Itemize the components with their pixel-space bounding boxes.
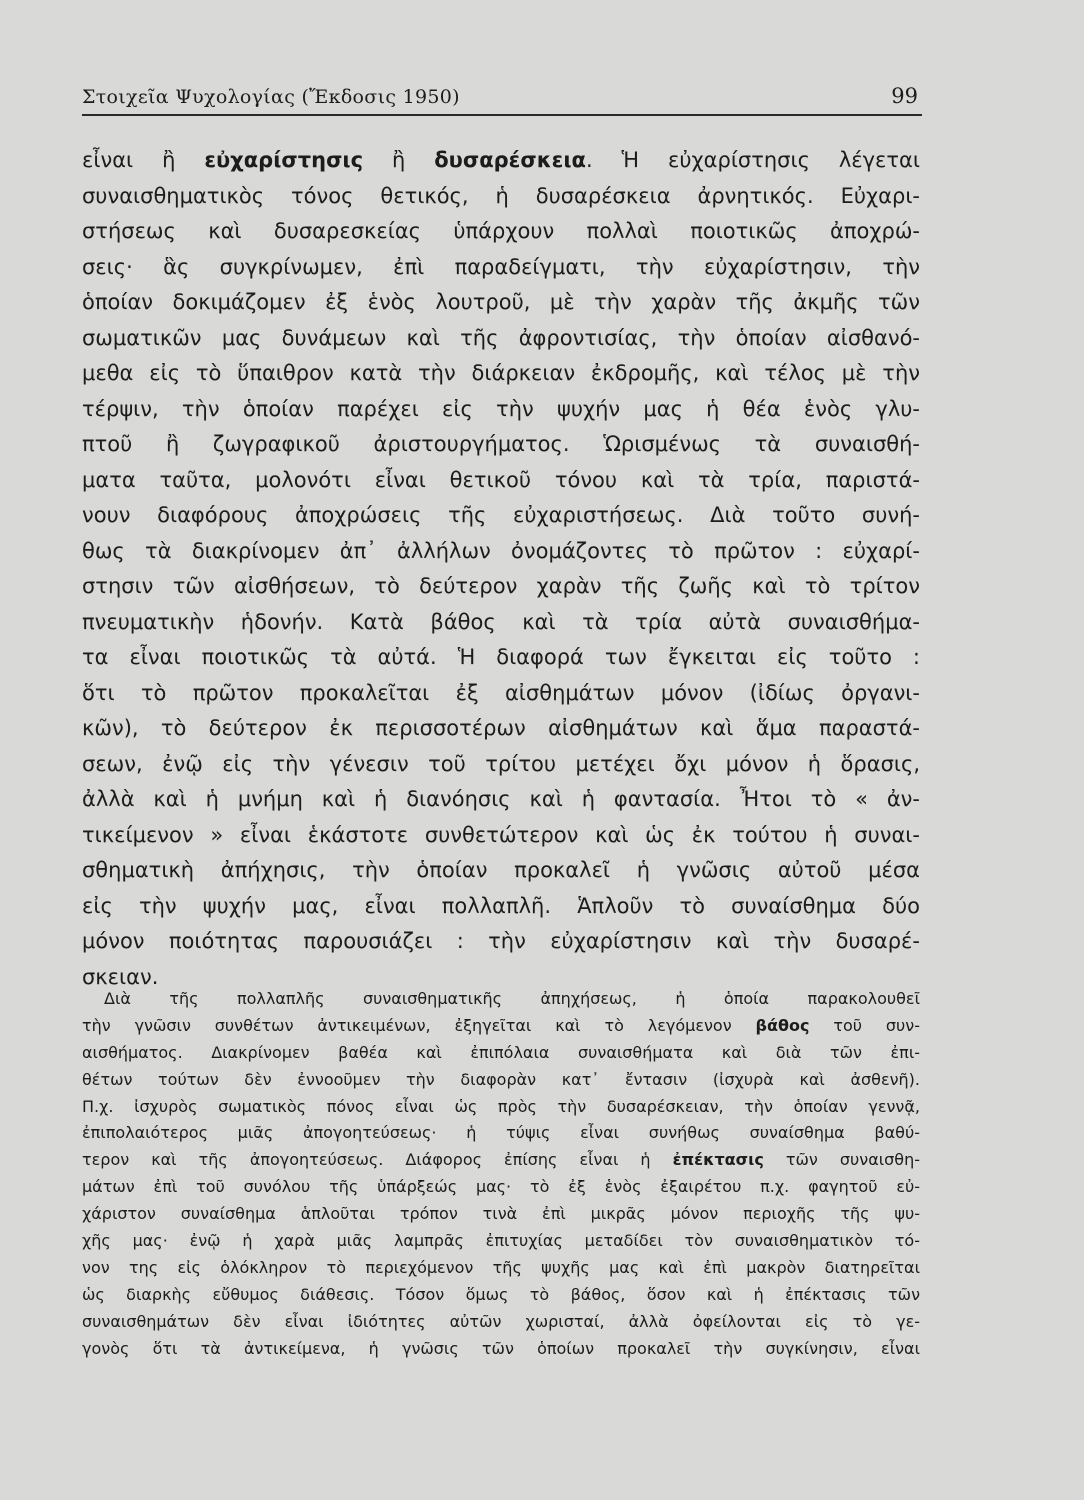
small-print-note [82, 986, 920, 1362]
text-line: ματα ταῦτα, μολονότι εἶναι θετικοῦ τόνου καὶ τὰ τρία, παριστά- [82, 467, 920, 492]
text-line: σθηματικὴ ἀπήχησις, τὴν ὁποίαν προκαλεῖ ἡ γνῶσις αὐτοῦ μέσα [82, 858, 920, 882]
text-line: εἶναι ἢ εὐχαρίστησις ἢ δυσαρέσκεια. Ἡ εὐχαρίστησις λέγεται [82, 148, 920, 172]
note-line: αισθήματος. Διακρίνομεν βαθέα καὶ ἐπιπόλαια συναισθήματα καὶ διὰ τῶν ἐπι- [82, 1042, 920, 1062]
text-line: νουν διαφόρους ἀποχρώσεις τῆς εὐχαριστήσεως. Διὰ τοῦτο συνή- [82, 503, 920, 527]
bold-term: ἐπέκτασις [672, 1150, 764, 1170]
text-line: στησιν τῶν αἰσθήσεων, τὸ δεύτερον χαρὰν τῆς ζωῆς καὶ τὸ τρίτον [82, 574, 920, 598]
bold-term: εὐχαρίστησις [204, 148, 364, 172]
text-line: τικείμενον » εἶναι ἑκάστοτε συνθετώτερον καὶ ὡς ἐκ τούτου ἡ συναι- [82, 822, 920, 847]
text-line: εἰς τὴν ψυχήν μας, εἶναι πολλαπλῆ. Ἁπλοῦν τὸ συναίσθημα δύο [82, 893, 920, 918]
text-line: τέρψιν, τὴν ὁποίαν παρέχει εἰς τὴν ψυχήν μας ἡ θέα ἑνὸς γλυ- [82, 396, 920, 421]
note-line: Διὰ τῆς πολλαπλῆς συναισθηματικῆς ἀπηχήσεως, ἡ ὁποία παρακολουθεῖ [104, 989, 920, 1008]
note-line: Π.χ. ἰσχυρὸς σωματικὸς πόνος εἶναι ὡς πρὸς τὴν δυσαρέσκειαν, τὴν ὁποίαν γεννᾷ, [82, 1096, 920, 1116]
note-line: συναισθημάτων δὲν εἶναι ἰδιότητες αὐτῶν χωρισταί, ἀλλὰ ὀφείλονται εἰς τὸ γε- [82, 1311, 920, 1331]
note-line: ὡς διαρκὴς εὔθυμος διάθεσις. Τόσον ὅμως τὸ βάθος, ὅσον καὶ ἡ ἐπέκτασις τῶν [82, 1284, 920, 1304]
note-line: ἐπιπολαιότερος μιᾶς ἀπογοητεύσεως· ἡ τύψις εἶναι συνήθως συναίσθημα βαθύ- [82, 1123, 920, 1143]
text-line: σεων, ἐνῷ εἰς τὴν γένεσιν τοῦ τρίτου μετέχει ὄχι μόνον ἡ ὅρασις, [82, 751, 920, 776]
text-line: κῶν), τὸ δεύτερον ἐκ περισσοτέρων αἰσθημάτων καὶ ἅμα παραστά- [82, 716, 920, 740]
note-line: γονὸς ὅτι τὰ ἀντικείμενα, ἡ γνῶσις τῶν ὁποίων προκαλεῖ τὴν συγκίνησιν, εἶναι [82, 1338, 920, 1358]
text-line: στήσεως καὶ δυσαρεσκείας ὑπάρχουν πολλαὶ ποιοτικῶς ἀποχρώ- [82, 219, 920, 243]
text-line: ὅτι τὸ πρῶτον προκαλεῖται ἐξ αἰσθημάτων μόνον (ἰδίως ὀργανι- [82, 680, 920, 705]
text-line: σωματικῶν μας δυνάμεων καὶ τῆς ἀφροντισίας, τὴν ὁποίαν αἰσθανό- [82, 325, 920, 350]
bold-term: δυσαρέσκεια [434, 148, 586, 172]
note-line: θέτων τούτων δὲν ἐννοοῦμεν τὴν διαφορὰν κατ᾽ ἔντασιν (ἰσχυρὰ καὶ ἀσθενῆ). [82, 1069, 920, 1089]
text-line: σκειαν. [82, 964, 159, 989]
text-line: σεις· ἃς συγκρίνωμεν, ἐπὶ παραδείγματι, τὴν εὐχαρίστησιν, τὴν [82, 254, 920, 279]
main-paragraph [82, 143, 920, 995]
text-line: μεθα εἰς τὸ ὕπαιθρον κατὰ τὴν διάρκειαν ἐκδρομῆς, καὶ τέλος μὲ τὴν [82, 361, 920, 385]
text-line: συναισθηματικὸς τόνος θετικός, ἡ δυσαρέσκεια ἀρνητικός. Εὐχαρι- [82, 183, 920, 208]
note-line: χῆς μας· ἐνῷ ἡ χαρὰ μιᾶς λαμπρᾶς ἐπιτυχίας μεταδίδει τὸν συναισθηματικὸν τό- [82, 1231, 920, 1251]
note-line: τὴν γνῶσιν συνθέτων ἀντικειμένων, ἐξηγεῖται καὶ τὸ λεγόμενον βάθος τοῦ συν- [82, 1015, 920, 1035]
note-line: τερον καὶ τῆς ἀπογοητεύσεως. Διάφορος ἐπίσης εἶναι ἡ ἐπέκτασις τῶν συναισθη- [82, 1150, 920, 1170]
text-line: μόνον ποιότητας παρουσιάζει : τὴν εὐχαρίστησιν καὶ τὴν δυσαρέ- [82, 929, 920, 953]
running-header [82, 80, 922, 116]
note-line: χάριστον συναίσθημα ἁπλοῦται τρόπον τινὰ ἐπὶ μικρᾶς μόνον περιοχῆς τῆς ψυ- [82, 1204, 920, 1224]
text-line: τα εἶναι ποιοτικῶς τὰ αὐτά. Ἡ διαφορά των ἔγκειται εἰς τοῦτο : [82, 645, 920, 669]
text-line: ὁποίαν δοκιμάζομεν ἐξ ἑνὸς λουτροῦ, μὲ τὴν χαρὰν τῆς ἀκμῆς τῶν [82, 290, 920, 314]
text-line: πνευματικὴν ἡδονήν. Κατὰ βάθος καὶ τὰ τρία αὐτὰ συναισθήμα- [82, 609, 920, 634]
bold-term: βάθος [755, 1015, 810, 1035]
page-number: 99 [891, 84, 918, 108]
text-line: θως τὰ διακρίνομεν ἀπ᾽ ἀλλήλων ὀνομάζοντες τὸ πρῶτον : εὐχαρί- [82, 538, 920, 563]
header-title: Στοιχεῖα Ψυχολογίας (Ἔκδοσις 1950) [82, 86, 460, 108]
text-line: πτοῦ ἢ ζωγραφικοῦ ἀριστουργήματος. Ὡρισμένως τὰ συναισθή- [82, 432, 920, 456]
note-line: νον της εἰς ὁλόκληρον τὸ περιεχόμενον τῆς ψυχῆς μας καὶ ἐπὶ μακρὸν διατηρεῖται [82, 1257, 920, 1277]
text-line: ἀλλὰ καὶ ἡ μνήμη καὶ ἡ διανόησις καὶ ἡ φαντασία. Ἦτοι τὸ « ἀν- [82, 787, 920, 811]
note-line: μάτων ἐπὶ τοῦ συνόλου τῆς ὑπάρξεώς μας· τὸ ἐξ ἑνὸς ἐξαιρέτου π.χ. φαγητοῦ εὐ- [82, 1177, 920, 1197]
